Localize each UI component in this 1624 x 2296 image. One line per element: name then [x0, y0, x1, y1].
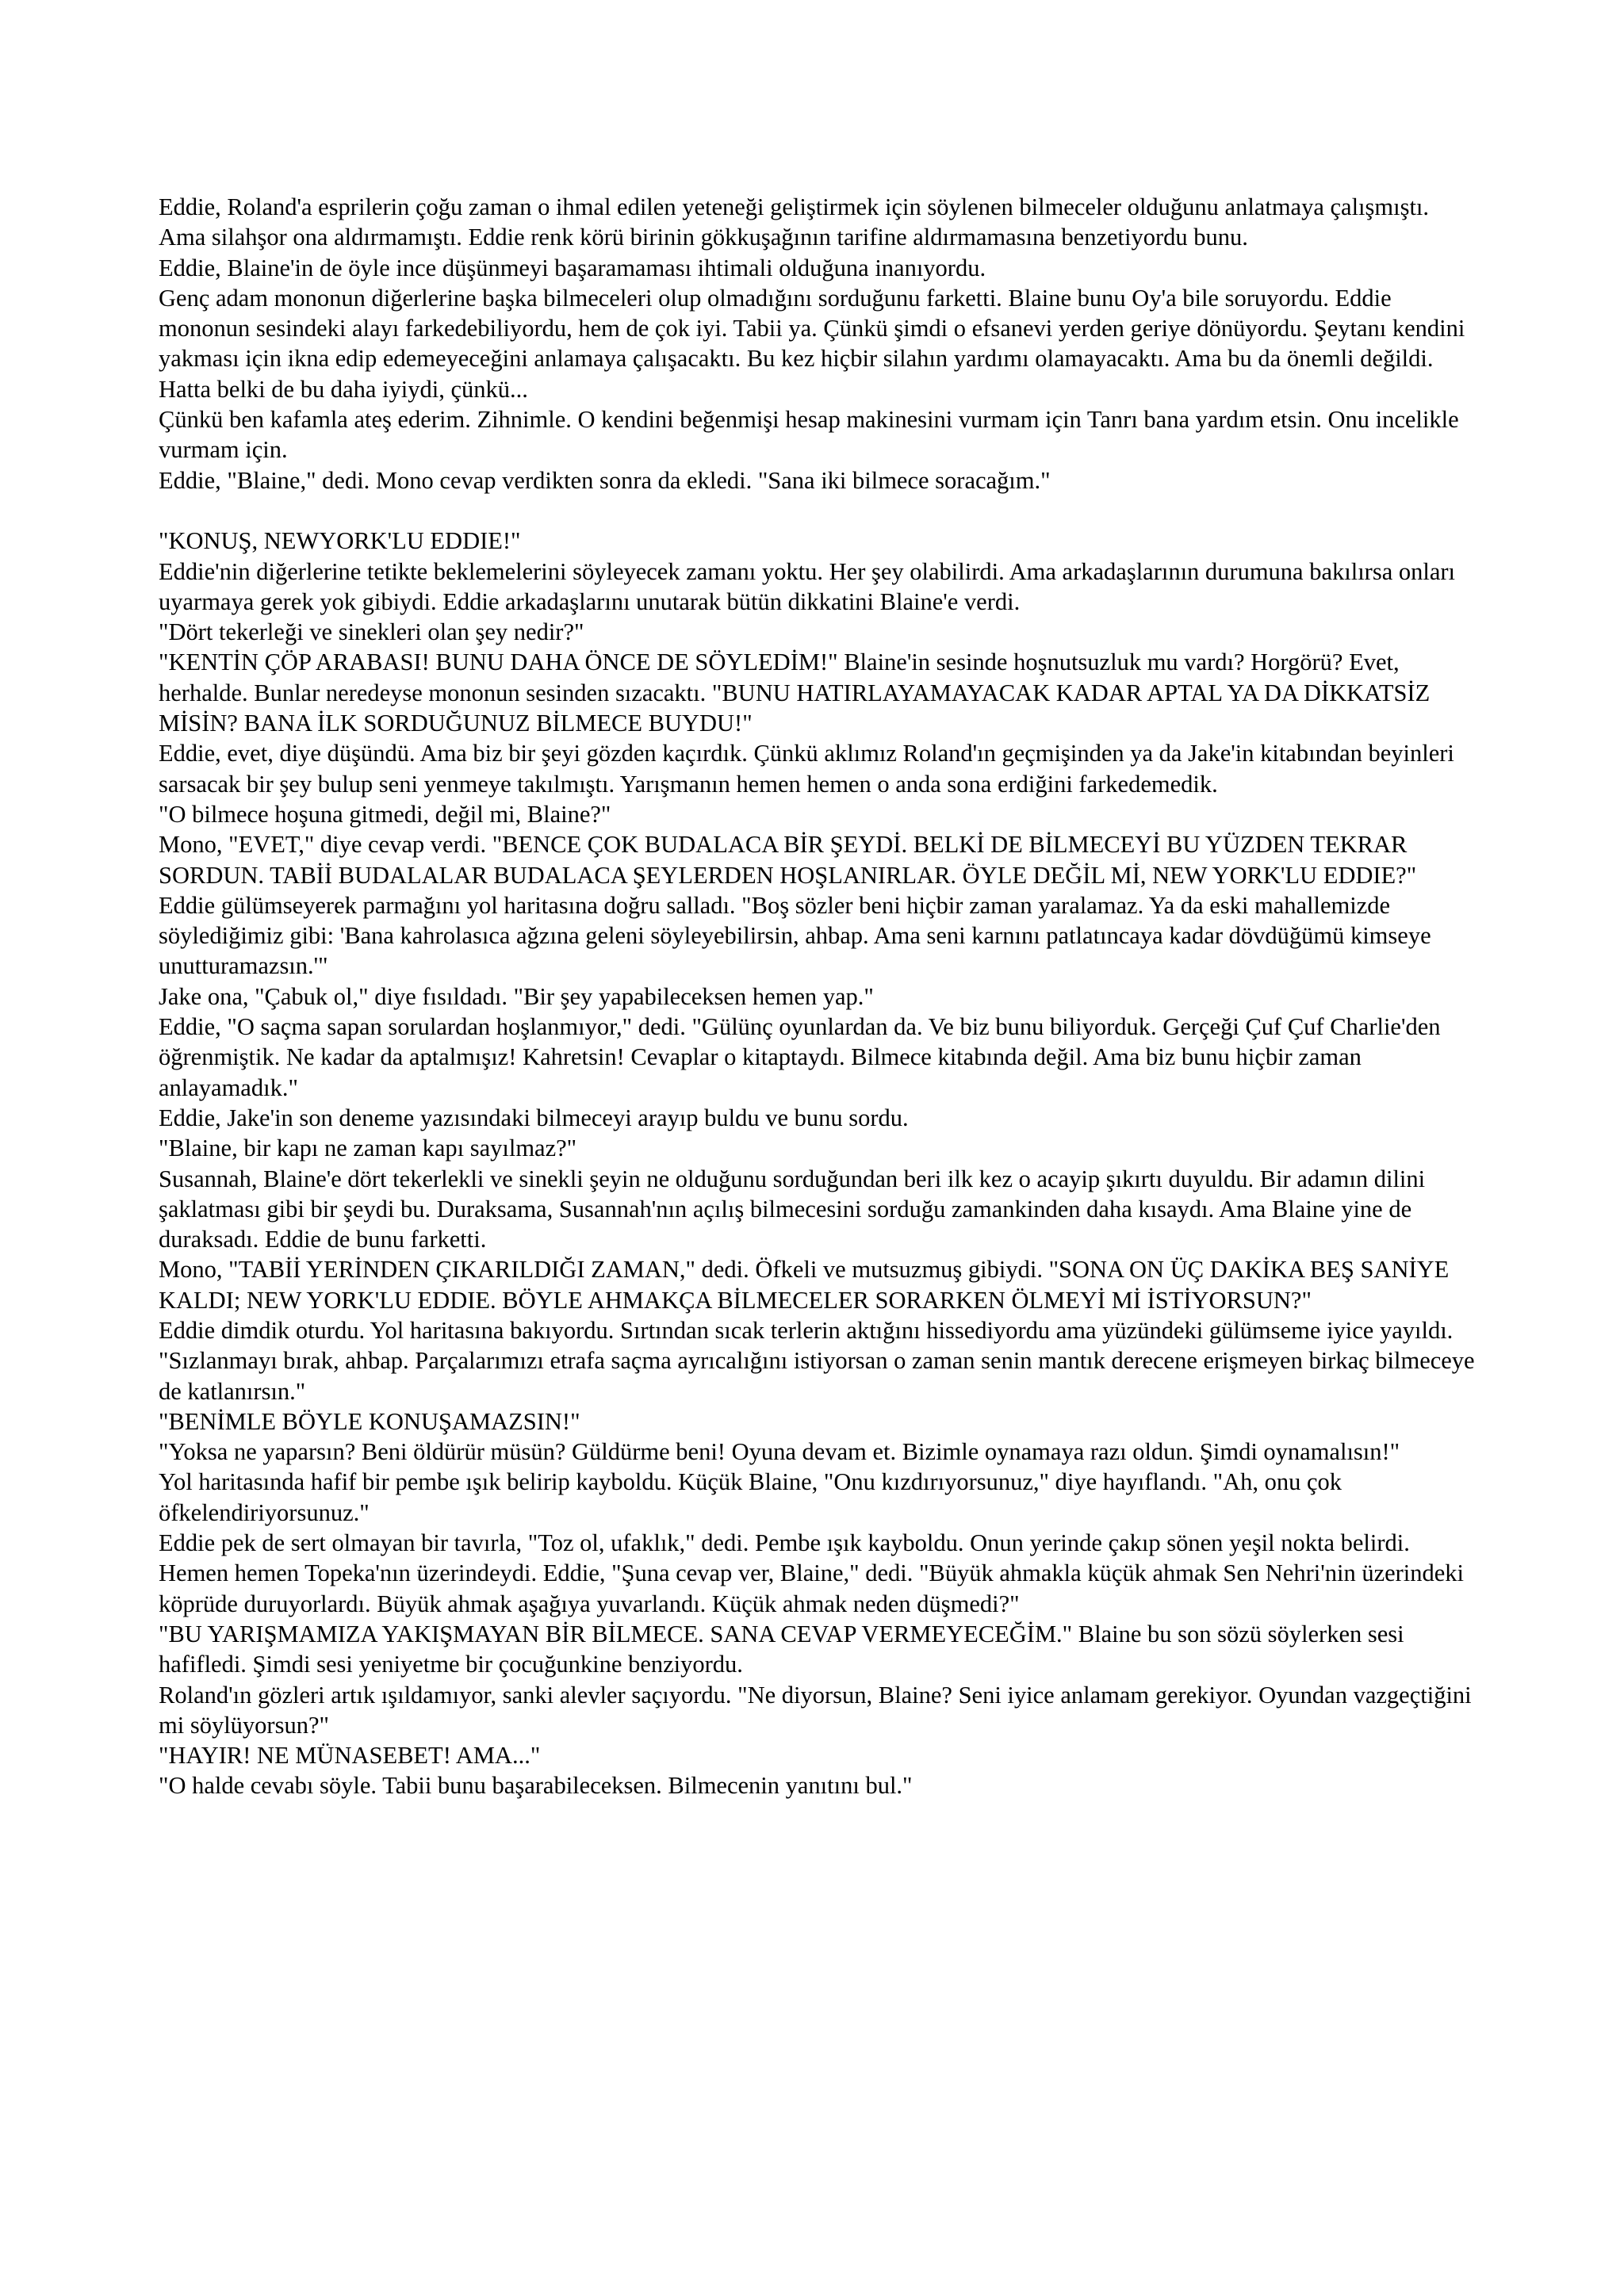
paragraph: Çünkü ben kafamla ateş ederim. Zihnimle. O kendini beğenmişi hesap makinesini vurmam için Tanrı bana yardım etsin. Onu incelikle vurmam için.: [159, 406, 1459, 464]
paragraph: "KENTİN ÇÖP ARABASI! BUNU DAHA ÖNCE DE SÖYLEDİM!" Blaine'in sesinde hoşnutsuzluk mu vardı? Horgörü? Evet, herhalde. Bunlar neredeyse mononun sesinden sızacaktı. "BUNU HATIRLAYAMAYACAK KADAR APTAL YA DA DİKKATSİZ MİSİN? BANA İLK SORDUĞUNUZ BİLMECE BUYDU!": [159, 649, 1431, 737]
paragraph: Eddie, "O saçma sapan sorulardan hoşlanmıyor," dedi. "Gülünç oyunlardan da. Ve biz bunu biliyorduk. Gerçeği Çuf Çuf Charlie'den öğrenmiştik. Ne kadar da aptalmışız! Kahretsin! Cevaplar o kitaptaydı. Bilmece kitabında değil. Ama biz bunu hiçbir zaman anlayamadık.": [159, 1013, 1441, 1101]
paragraph: "BENİMLE BÖYLE KONUŞAMAZSIN!": [159, 1407, 580, 1435]
paragraph: Eddie pek de sert olmayan bir tavırla, "Toz ol, ufaklık," dedi. Pembe ışık kayboldu. Onun yerinde çakıp sönen yeşil nokta belirdi. Hemen hemen Topeka'nın üzerindeydi. Eddie, "Şuna cevap ver, Blaine," dedi. "Büyük ahmakla küçük ahmak Sen Nehri'nin üzerindeki köprüde duruyorlardı. Büyük ahmak aşağıya yuvarlandı. Küçük ahmak neden düşmedi?": [159, 1529, 1465, 1617]
paragraph: Mono, "EVET," diye cevap verdi. "BENCE ÇOK BUDALACA BİR ŞEYDİ. BELKİ DE BİLMECEYİ BU YÜZDEN TEKRAR SORDUN. TABİİ BUDALALAR BUDALACA ŞEYLERDEN HOŞLANIRLAR. ÖYLE DEĞİL Mİ, NEW YORK'LU EDDIE?": [159, 831, 1417, 889]
paragraph: Eddie'nin diğerlerine tetikte beklemelerini söyleyecek zamanı yoktu. Her şey olabilirdi. Ama arkadaşlarının durumuna bakılırsa onları uyarmaya gerek yok gibiydi. Eddie arkadaşlarını unutarak bütün dikkatini Blaine'e verdi.: [159, 557, 1456, 615]
body-text: [159, 192, 1475, 1801]
paragraph: "Sızlanmayı bırak, ahbap. Parçalarımızı etrafa saçma ayrıcalığını istiyorsan o zaman senin mantık derecene erişmeyen birkaç bilmeceye de katlanırsın.": [159, 1347, 1475, 1405]
paragraph: Eddie gülümseyerek parmağını yol haritasına doğru salladı. "Boş sözler beni hiçbir zaman yaralamaz. Ya da eski mahallemizde söylediğimiz gibi: 'Bana kahrolasıca ağzına geleni söyleyebilirsin, ahbap. Ama seni karnını patlatıncaya kadar dövdüğümü kimseye unutturamazsın.'": [159, 891, 1431, 980]
paragraph: "Yoksa ne yaparsın? Beni öldürür müsün? Güldürme beni! Oyuna devam et. Bizimle oynamaya razı oldun. Şimdi oynamalısın!": [159, 1438, 1400, 1466]
paragraph: Susannah, Blaine'e dört tekerlekli ve sinekli şeyin ne olduğunu sorduğundan beri ilk kez o acayip şıkırtı duyuldu. Bir adamın dilini şaklatması gibi bir şeydi bu. Duraksama, Susannah'nın açılış bilmecesini sorduğu zamankinden daha kısaydı. Ama Blaine yine de duraksadı. Eddie de bunu farketti.: [159, 1165, 1426, 1253]
paragraph: "Dört tekerleği ve sinekleri olan şey nedir?": [159, 618, 584, 646]
paragraph: Eddie dimdik oturdu. Yol haritasına bakıyordu. Sırtından sıcak terlerin aktığını hissediyordu ama yüzündeki gülümseme iyice yayıldı.: [159, 1316, 1454, 1344]
paragraph: Eddie, Jake'in son deneme yazısındaki bilmeceyi arayıp buldu ve bunu sordu.: [159, 1104, 909, 1131]
paragraph: Eddie, evet, diye düşündü. Ama biz bir şeyi gözden kaçırdık. Çünkü aklımız Roland'ın geçmişinden ya da Jake'in kitabından beyinleri sarsacak bir şey bulup seni yenmeye takılmıştı. Yarışmanın hemen hemen o anda sona erdiğini farkedemedik.: [159, 740, 1454, 798]
paragraph: Mono, "TABİİ YERİNDEN ÇIKARILDIĞI ZAMAN," dedi. Öfkeli ve mutsuzmuş gibiydi. "SONA ON ÜÇ DAKİKA BEŞ SANİYE KALDI; NEW YORK'LU EDDIE. BÖYLE AHMAKÇA BİLMECELER SORARKEN ÖLMEYİ Mİ İSTİYORSUN?": [159, 1256, 1450, 1314]
paragraph: "HAYIR! NE MÜNASEBET! AMA...": [159, 1742, 541, 1770]
paragraph: Jake ona, "Çabuk ol," diye fısıldadı. "Bir şey yapabileceksen hemen yap.": [159, 982, 874, 1010]
paragraph: "BU YARIŞMAMIZA YAKIŞMAYAN BİR BİLMECE. SANA CEVAP VERMEYECEĞİM." Blaine bu son sözü söylerken sesi hafifledi. Şimdi sesi yeniyetme bir çocuğunkine benziyordu.: [159, 1620, 1404, 1678]
paragraph: Genç adam mononun diğerlerine başka bilmeceleri olup olmadığını sorduğunu farketti. Blaine bunu Oy'a bile soruyordu. Eddie mononun sesindeki alayı farkedebiliyordu, hem de çok iyi. Tabii ya. Çünkü şimdi o efsanevi yerden geriye dönüyordu. Şeytanı kendini yakması için ikna edip edemeyeceğini anlamaya çalışacaktı. Bu kez hiçbir silahın yardımı olamayacaktı. Ama bu da önemli değildi. Hatta belki de bu daha iyiydi, çünkü...: [159, 284, 1465, 403]
paragraph: Eddie, "Blaine," dedi. Mono cevap verdikten sonra da ekledi. "Sana iki bilmece soracağım.": [159, 466, 1051, 494]
paragraph: "O bilmece hoşuna gitmedi, değil mi, Blaine?": [159, 800, 611, 828]
paragraph-spacer: [159, 496, 1475, 526]
paragraph: Eddie, Roland'a esprilerin çoğu zaman o ihmal edilen yeteneği geliştirmek için söylenen bilmeceler olduğunu anlatmaya çalışmıştı. Ama silahşor ona aldırmamıştı. Eddie renk körü birinin gökkuşağının tarifine aldırmamasına benzetiyordu bunu.: [159, 193, 1430, 251]
paragraph: "KONUŞ, NEWYORK'LU EDDIE!": [159, 527, 521, 555]
paragraph: "Blaine, bir kapı ne zaman kapı sayılmaz?": [159, 1135, 577, 1162]
paragraph: Yol haritasında hafif bir pembe ışık belirip kayboldu. Küçük Blaine, "Onu kızdırıyorsunuz," diye hayıflandı. "Ah, onu çok öfkelendiriyorsunuz.": [159, 1468, 1342, 1526]
paragraph: Eddie, Blaine'in de öyle ince düşünmeyi başaramaması ihtimali olduğuna inanıyordu.: [159, 254, 986, 281]
paragraph: Roland'ın gözleri artık ışıldamıyor, sanki alevler saçıyordu. "Ne diyorsun, Blaine? Seni iyice anlamam gerekiyor. Oyundan vazgeçtiğini mi söylüyorsun?": [159, 1681, 1472, 1739]
paragraph: "O halde cevabı söyle. Tabii bunu başarabileceksen. Bilmecenin yanıtını bul.": [159, 1772, 913, 1800]
